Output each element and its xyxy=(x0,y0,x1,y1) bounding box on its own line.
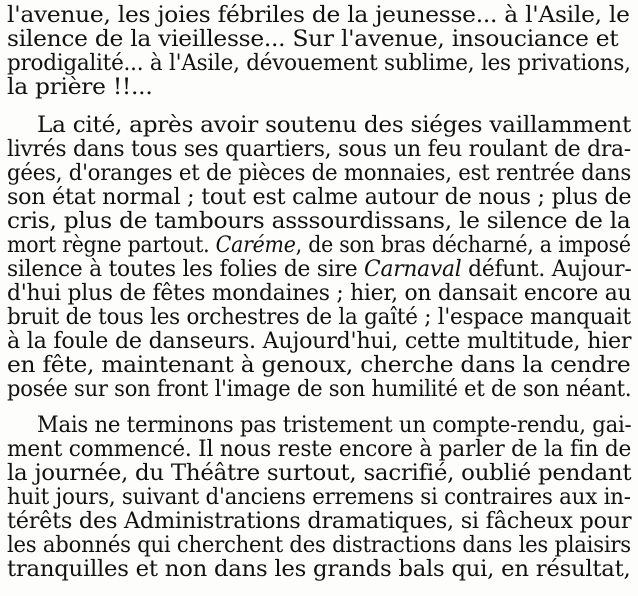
text-line: les abonnés qui cherchent des distractions dans les plaisirs xyxy=(7,533,631,558)
text-line: l'avenue, les joies fébriles de la jeunesse... à l'Asile, le xyxy=(7,3,630,28)
text-line: térêts des Administrations dramatiques, si fâcheux pour xyxy=(7,509,632,534)
text-line: prodigalité... à l'Asile, dévouement sublime, les privations, xyxy=(7,51,631,76)
italic-name: Caréme xyxy=(215,233,296,258)
text-line: d'hui plus de fêtes mondaines ; hier, on dansait encore au xyxy=(7,281,632,306)
text-line: silence à toutes les folies de sire Carnaval défunt. Aujour- xyxy=(7,257,632,282)
text-line: cris, plus de tambours asssourdissans, le silence de la xyxy=(7,209,631,234)
text-line: tranquilles et non dans les grands bals qui, en résultat, xyxy=(7,557,631,582)
text-line: son état normal ; tout est calme autour de nous ; plus de xyxy=(7,185,632,210)
text-line: posée sur son front l'image de son humilité et de son néant. xyxy=(7,377,632,402)
text-line: La cité, après avoir soutenu des siéges vaillamment xyxy=(37,113,632,138)
text-line: gées, d'oranges et de pièces de monnaies, est rentrée dans xyxy=(7,161,632,186)
text-line: silence de la vieillesse... Sur l'avenue, insouciance et xyxy=(7,27,619,52)
text-line: en fête, maintenant à genoux, cherche dans la cendre xyxy=(7,353,631,378)
text-line: mort règne partout. Caréme, de son bras décharné, a imposé xyxy=(7,233,631,258)
text-line: Mais ne terminons pas tristement un compte-rendu, gai- xyxy=(37,413,632,438)
italic-name: Carnaval xyxy=(364,257,462,282)
text-line: ment commencé. Il nous reste encore à parler de la fin de xyxy=(7,437,632,462)
text-line: la prière !!... xyxy=(7,75,153,100)
text-line: à la foule de danseurs. Aujourd'hui, cette multitude, hier xyxy=(7,329,632,354)
text-line: huit jours, suivant d'anciens erremens si contraires aux in- xyxy=(7,485,631,510)
text-line: bruit de tous les orchestres de la gaîté ; l'espace manquait xyxy=(7,305,631,330)
text-line: livrés dans tous ses quartiers, sous un feu roulant de dra- xyxy=(7,137,631,162)
text-line: la journée, du Théâtre surtout, sacrifié, oublié pendant xyxy=(7,461,632,486)
